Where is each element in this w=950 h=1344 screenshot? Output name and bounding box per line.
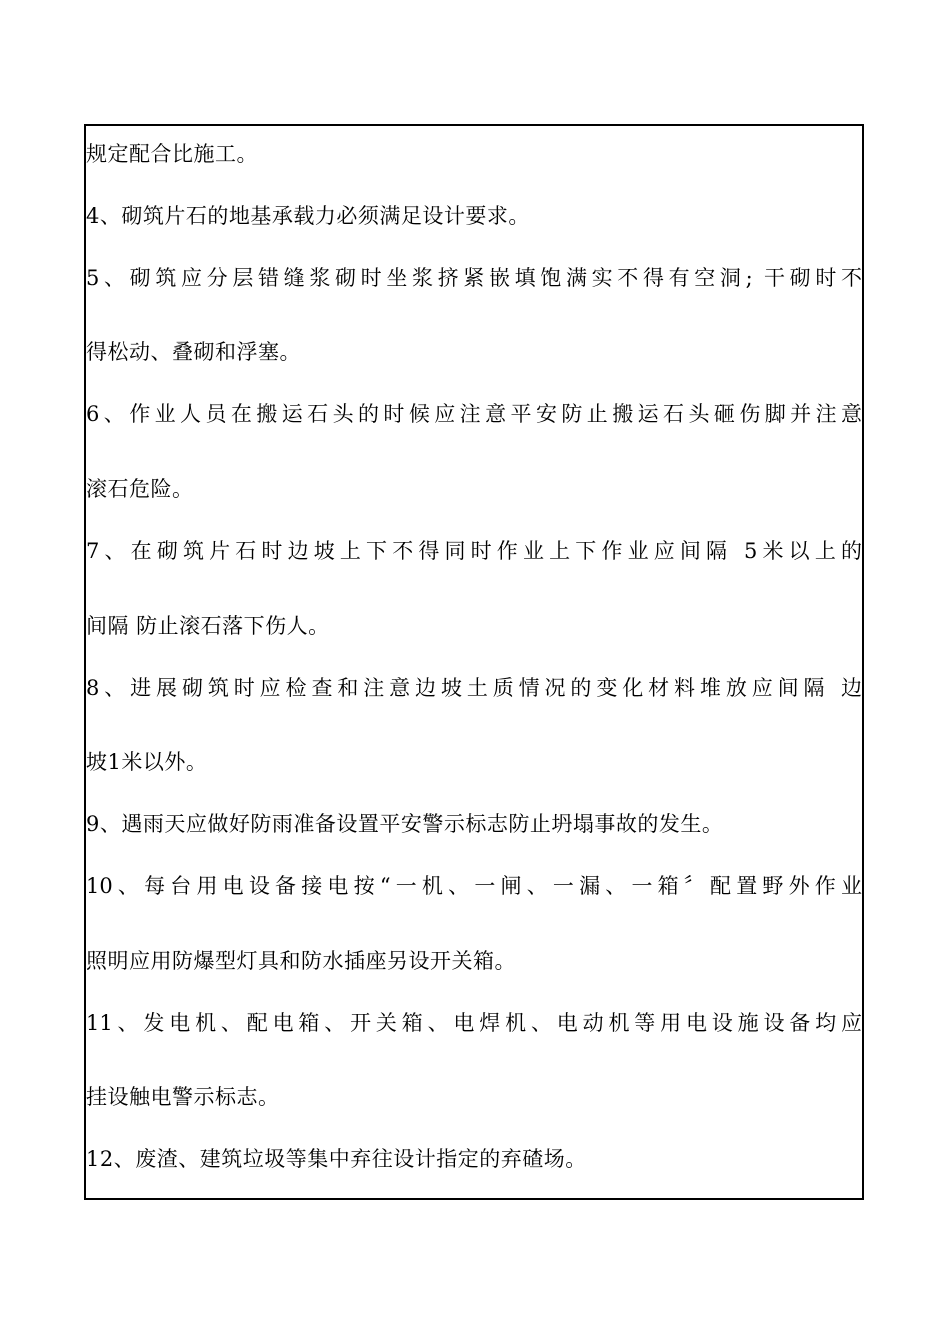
text-line: 滚石危险。 [86, 477, 194, 501]
text-line: 挂设触电警示标志。 [86, 1085, 280, 1109]
document-frame [84, 124, 864, 1200]
text-line: 5、砌筑应分层错缝浆砌时坐浆挤紧嵌填饱满实不得有空洞; 干砌时不 [86, 266, 862, 290]
text-line: 间隔 防止滚石落下伤人。 [86, 614, 330, 638]
text-line: 10、每台用电设备接电按“一机、一闸、一漏、一箱〞配置野外作业 [86, 874, 862, 898]
text-line: 得松动、叠砌和浮塞。 [86, 340, 301, 364]
text-line: 7、在砌筑片石时边坡上下不得同时作业上下作业应间隔 5米以上的 [86, 539, 862, 563]
text-line: 12、废渣、建筑垃圾等集中弃往设计指定的弃碴场。 [86, 1147, 587, 1171]
text-line: 照明应用防爆型灯具和防水插座另设开关箱。 [86, 949, 516, 973]
text-line: 4、砌筑片石的地基承载力必须满足设计要求。 [86, 204, 530, 228]
text-line: 11、发电机、配电箱、开关箱、电焊机、电动机等用电设施设备均应 [86, 1011, 862, 1035]
text-line: 8、进展砌筑时应检查和注意边坡土质情况的变化材料堆放应间隔 边 [86, 676, 862, 700]
text-line: 规定配合比施工。 [86, 142, 258, 166]
text-line: 9、遇雨天应做好防雨准备设置平安警示标志防止坍塌事故的发生。 [86, 812, 724, 836]
text-line: 6、作业人员在搬运石头的时候应注意平安防止搬运石头砸伤脚并注意 [86, 402, 862, 426]
text-line: 坡1米以外。 [86, 750, 208, 774]
